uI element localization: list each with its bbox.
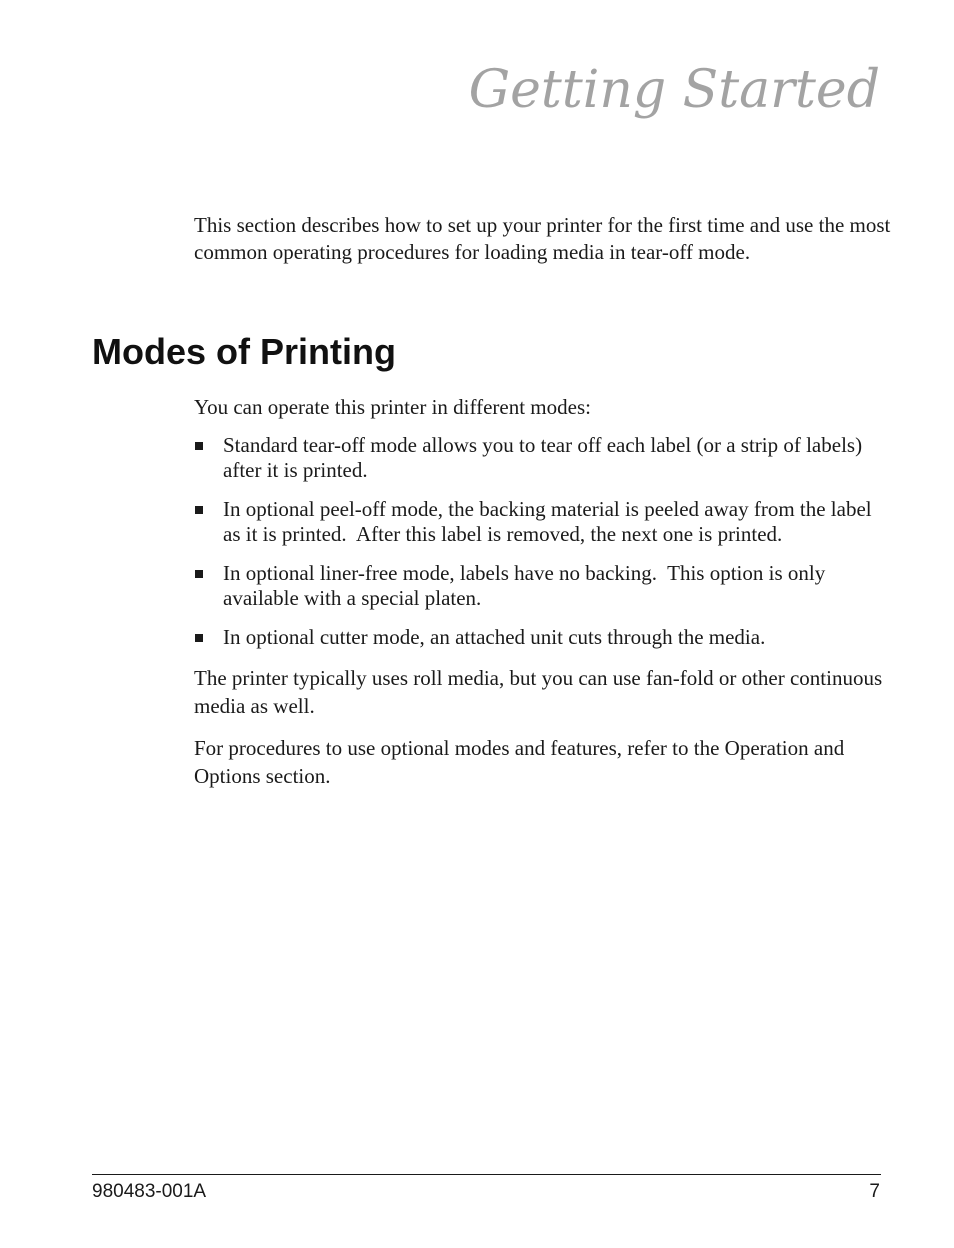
modes-list — [194, 433, 894, 650]
footer-page-number: 7 — [869, 1181, 880, 1202]
list-item-text: In optional peel-off mode, the backing material is peeled away from the label as it is printed. After this label is removed, the next one is printed. — [223, 497, 877, 546]
intro-paragraph: This section describes how to set up your printer for the first time and use the most common operating procedures for loading media in tear-off mode. — [194, 213, 891, 264]
section-body — [194, 395, 894, 790]
list-item-text: In optional cutter mode, an attached unit cuts through the media. — [223, 625, 766, 649]
section-heading: Modes of Printing — [92, 331, 396, 372]
list-item — [194, 625, 894, 650]
list-item-text: In optional liner-free mode, labels have no backing. This option is only available with a special platen. — [223, 561, 831, 610]
list-item-text: Standard tear-off mode allows you to tear off each label (or a strip of labels) after it is printed. — [223, 433, 863, 482]
footer-divider — [92, 1174, 881, 1175]
square-bullet-icon — [195, 442, 203, 450]
footer-doc-number: 980483-001A — [92, 1181, 207, 1202]
chapter-title: Getting Started — [468, 60, 880, 120]
square-bullet-icon — [195, 506, 203, 514]
square-bullet-icon — [195, 634, 203, 642]
list-item — [194, 561, 894, 611]
list-item — [194, 497, 894, 547]
body-paragraph: The printer typically uses roll media, but you can use fan-fold or other continuous media as well. — [194, 666, 883, 718]
section-lead: You can operate this printer in different modes: — [194, 395, 591, 419]
body-paragraph: For procedures to use optional modes and features, refer to the Operation and Options section. — [194, 736, 845, 788]
list-item — [194, 433, 894, 483]
square-bullet-icon — [195, 570, 203, 578]
